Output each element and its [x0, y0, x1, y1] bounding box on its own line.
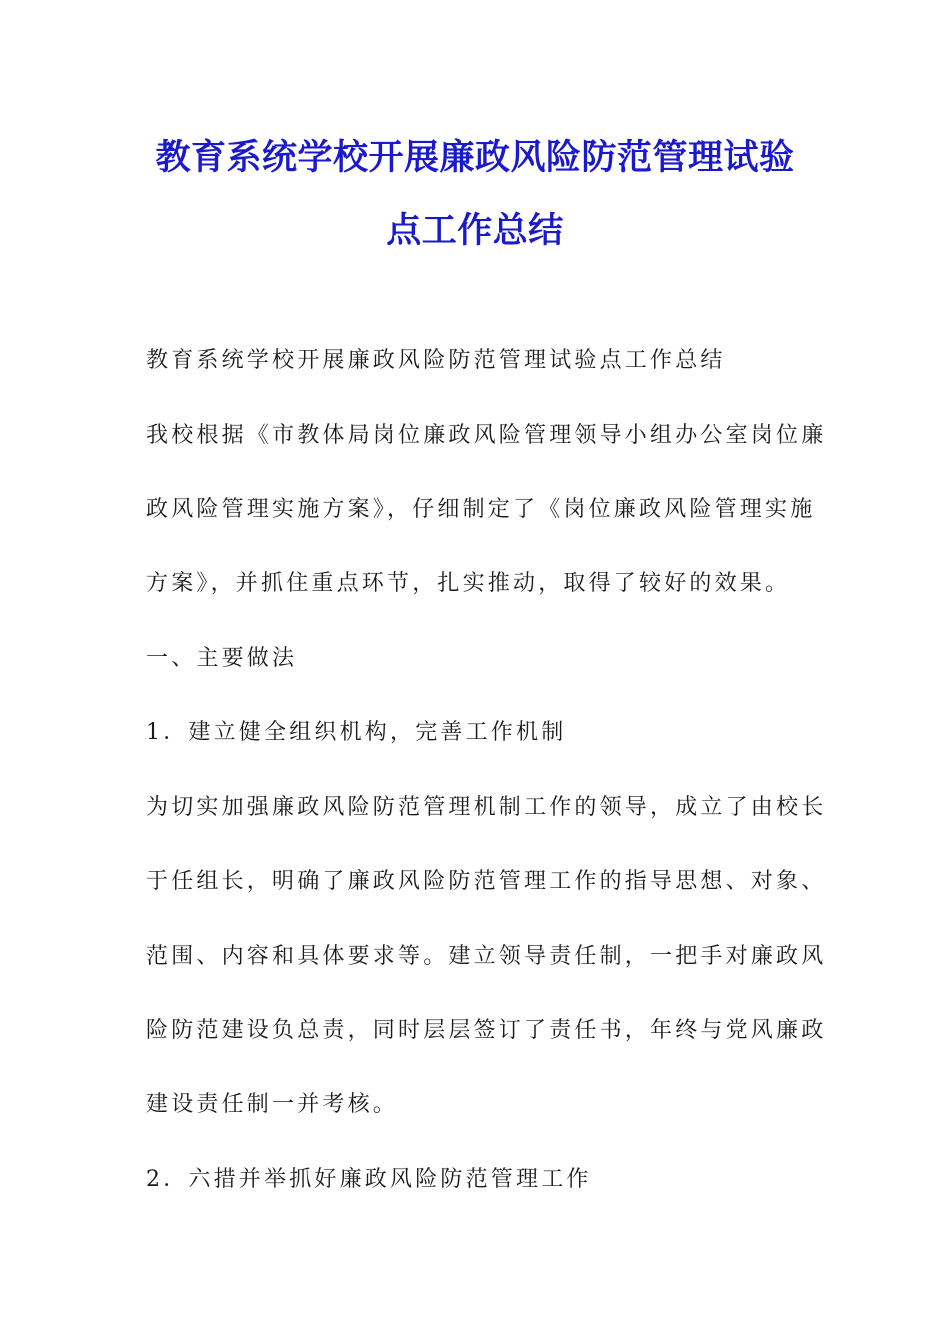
- body-line-1: 教育系统学校开展廉政风险防范管理试验点工作总结: [146, 348, 726, 373]
- subsection-heading-1: 1．建立健全组织机构，完善工作机制: [146, 720, 567, 745]
- document-title-line-2: 点工作总结: [386, 211, 564, 251]
- body-line-9: 范围、内容和具体要求等。建立领导责任制，一把手对廉政风: [146, 944, 827, 969]
- body-line-4: 方案》，并抓住重点环节，扎实推动，取得了较好的效果。: [146, 571, 791, 596]
- section-heading-1: 一、主要做法: [146, 646, 298, 671]
- subsection-heading-2: 2．六措并举抓好廉政风险防范管理工作: [146, 1167, 592, 1192]
- body-line-7: 为切实加强廉政风险防范管理机制工作的领导，成立了由校长: [146, 795, 827, 820]
- body-line-3: 政风险管理实施方案》，仔细制定了《岗位廉政风险管理实施: [146, 497, 816, 522]
- body-line-8: 于任组长，明确了廉政风险防范管理工作的指导思想、对象、: [146, 869, 827, 894]
- document-title-line-1: 教育系统学校开展廉政风险防范管理试验: [155, 138, 795, 178]
- body-line-10: 险防范建设负总责，同时层层签订了责任书，年终与党风廉政: [146, 1018, 827, 1043]
- body-line-2: 我校根据《市教体局岗位廉政风险管理领导小组办公室岗位廉: [146, 423, 827, 448]
- body-line-11: 建设责任制一并考核。: [146, 1092, 399, 1117]
